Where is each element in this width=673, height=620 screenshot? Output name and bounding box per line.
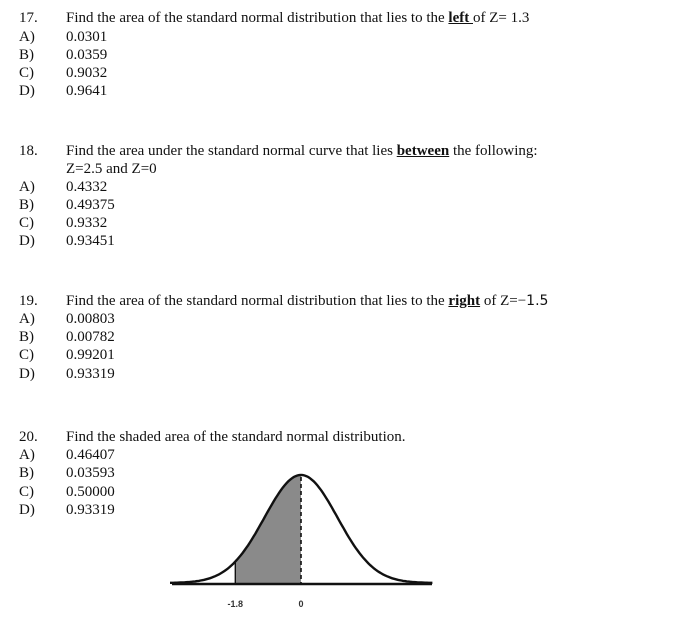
option-letter: B) [19, 197, 34, 213]
option-value: 0.50000 [66, 484, 115, 500]
normal-curve-figure [170, 466, 434, 614]
option-value: 0.93319 [66, 502, 115, 518]
option-letter: B) [19, 47, 34, 63]
question-stem: Find the area under the standard normal curve that lies between the following: [66, 143, 538, 159]
option-letter: A) [19, 179, 35, 195]
option-letter: D) [19, 83, 35, 99]
option-value: 0.00803 [66, 311, 115, 327]
emphasis-between: between [396, 143, 450, 159]
option-value: 0.46407 [66, 447, 115, 463]
option-letter: D) [19, 233, 35, 249]
emphasis-right: right [448, 293, 481, 309]
option-letter: C) [19, 65, 34, 81]
question-number: 19. [19, 293, 38, 309]
option-value: 0.9032 [66, 65, 108, 81]
option-value: 0.99201 [66, 347, 115, 363]
option-value: 0.9641 [66, 83, 108, 99]
option-letter: C) [19, 347, 34, 363]
option-value: 0.93451 [66, 233, 115, 249]
option-letter: A) [19, 311, 35, 327]
option-value: 0.9332 [66, 215, 108, 231]
question-number: 20. [19, 429, 38, 445]
tick-label-left: -1.8 [227, 599, 244, 609]
option-letter: B) [19, 465, 34, 481]
question-number: 17. [19, 10, 38, 26]
option-value: 0.49375 [66, 197, 115, 213]
option-value: 0.93319 [66, 366, 115, 382]
question-stem: Find the area of the standard normal distribution that lies to the right of Z=−1.5 [66, 293, 549, 309]
option-letter: C) [19, 215, 34, 231]
question-number: 18. [19, 143, 38, 159]
shaded-area [235, 475, 301, 583]
emphasis-left: left [448, 10, 473, 26]
option-letter: A) [19, 447, 35, 463]
option-letter: D) [19, 502, 35, 518]
option-value: 0.0301 [66, 29, 108, 45]
tick-label-mean: 0 [298, 599, 304, 609]
question-stem: Find the area of the standard normal distribution that lies to the left of Z= 1.3 [66, 10, 530, 26]
option-value: 0.4332 [66, 179, 108, 195]
option-letter: C) [19, 484, 34, 500]
option-value: 0.0359 [66, 47, 108, 63]
option-letter: A) [19, 29, 35, 45]
question-stem-line2: Z=2.5 and Z=0 [66, 161, 157, 177]
option-value: 0.03593 [66, 465, 115, 481]
option-letter: D) [19, 366, 35, 382]
option-letter: B) [19, 329, 34, 345]
option-value: 0.00782 [66, 329, 115, 345]
question-stem: Find the shaded area of the standard normal distribution. [66, 429, 406, 445]
